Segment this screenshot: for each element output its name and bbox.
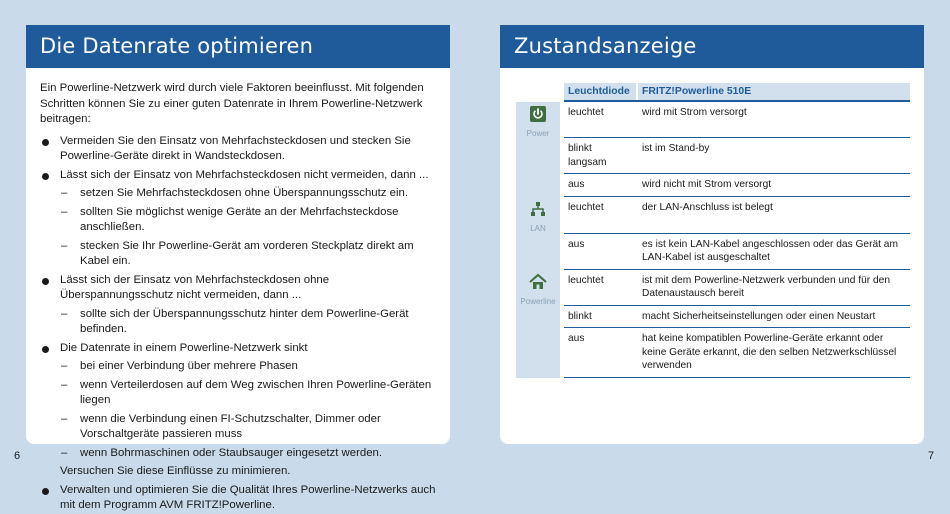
bullet-item: Lässt sich der Einsatz von Mehrfachsteckdosen ohne Überspannungsschutz nicht vermeiden, dann ...	[40, 273, 436, 304]
bullet-item: Verwalten und optimieren Sie die Qualität Ihres Powerline-Netzwerks auch mit dem Programm AVM FRITZ!Powerline.	[40, 483, 436, 514]
led-cell	[516, 197, 560, 270]
table-row	[564, 306, 910, 329]
led-group-powerline	[516, 270, 910, 378]
led-group-power	[516, 102, 910, 197]
left-panel-content	[26, 68, 450, 514]
table-row	[564, 102, 910, 138]
bullet-item: Die Datenrate in einem Powerline-Netzwerk sinkt	[40, 341, 436, 357]
intro-text: Ein Powerline-Netzwerk wird durch viele Faktoren beeinflusst. Mit folgenden Schritten können Sie zu einer guten Datenrate in Ihrem Powerline-Netzwerk beitragen:	[40, 82, 424, 125]
led-state: aus	[568, 238, 585, 250]
sub-item: – wenn die Verbindung einen FI-Schutzschalter, Dimmer oder Vorschaltgeräte passieren muss	[40, 412, 436, 443]
sub-item: – wenn Verteilerdosen auf dem Weg zwischen Ihren Powerline-Geräten liegen	[40, 378, 436, 409]
table-row	[564, 328, 910, 378]
page-number-right: 7	[928, 450, 935, 462]
page-number-left: 6	[14, 450, 21, 462]
state-meaning: ist mit dem Powerline-Netzwerk verbunden und für den Datenaustausch bereit	[636, 270, 910, 305]
led-label: LAN	[530, 223, 546, 233]
sub-item: – bei einer Verbindung über mehrere Phasen	[40, 359, 436, 375]
header-device: FRITZ!Powerline 510E	[636, 83, 910, 100]
table-row	[564, 270, 910, 306]
led-state: aus	[568, 179, 585, 190]
status-table	[516, 83, 910, 378]
state-meaning: ist im Stand-by	[636, 138, 910, 173]
led-state: blinkt langsam	[568, 143, 607, 168]
bullet-item: Vermeiden Sie den Einsatz von Mehrfachsteckdosen und stecken Sie Powerline-Geräte direkt in Wandsteckdosen.	[40, 134, 436, 165]
bullet-item: Lässt sich der Einsatz von Mehrfachsteckdosen nicht vermeiden, dann ...	[40, 168, 436, 184]
led-state: leuchtet	[568, 107, 604, 118]
status-table-body	[516, 102, 910, 378]
table-row	[564, 234, 910, 270]
left-panel	[26, 25, 450, 511]
home-icon	[529, 274, 547, 295]
led-label: Power	[526, 129, 550, 138]
state-meaning: hat keine kompatiblen Powerline-Geräte erkannt oder keine Geräte erkannt, die den selben Netzwerkschlüssel verwenden	[636, 328, 910, 377]
optimization-list	[40, 134, 436, 514]
state-meaning: es ist kein LAN-Kabel angeschlossen oder das Gerät am LAN-Kabel ist ausgeschaltet	[636, 234, 910, 269]
header-led: Leuchtdiode	[564, 83, 636, 100]
left-panel-title: Die Datenrate optimieren	[26, 25, 450, 68]
sub-item: – setzen Sie Mehrfachsteckdosen ohne Überspannungsschutz ein.	[40, 186, 436, 202]
state-meaning: wird nicht mit Strom versorgt	[636, 174, 910, 196]
table-row	[564, 197, 910, 234]
state-meaning: wird mit Strom versorgt	[636, 102, 910, 137]
led-cell	[516, 270, 560, 378]
led-cell	[516, 102, 560, 197]
led-group-lan	[516, 197, 910, 270]
status-table-header	[564, 83, 910, 102]
right-panel-title: Zustandsanzeige	[500, 25, 924, 68]
table-row	[564, 174, 910, 197]
state-meaning: macht Sicherheitseinstellungen oder einen Neustart	[636, 306, 910, 328]
led-state: blinkt	[568, 310, 592, 322]
led-state: leuchtet	[568, 201, 604, 213]
sub-item: – stecken Sie Ihr Powerline-Gerät am vorderen Steckplatz direkt am Kabel ein.	[40, 239, 436, 270]
led-state: aus	[568, 333, 585, 344]
power-icon	[530, 106, 546, 127]
lan-icon	[530, 201, 546, 222]
table-row	[564, 138, 910, 174]
led-label: Powerline	[520, 296, 556, 306]
led-state: leuchtet	[568, 274, 604, 286]
sub-item: – sollte sich der Überspannungsschutz hinter dem Powerline-Gerät befinden.	[40, 307, 436, 338]
state-meaning: der LAN-Anschluss ist belegt	[636, 197, 910, 233]
plain-item: Versuchen Sie diese Einflüsse zu minimieren.	[60, 465, 291, 477]
sub-item: – wenn Bohrmaschinen oder Staubsauger eingesetzt werden.	[40, 446, 436, 462]
right-panel	[500, 25, 924, 444]
sub-item: – sollten Sie möglichst wenige Geräte an der Mehrfachsteckdose anschließen.	[40, 205, 436, 236]
